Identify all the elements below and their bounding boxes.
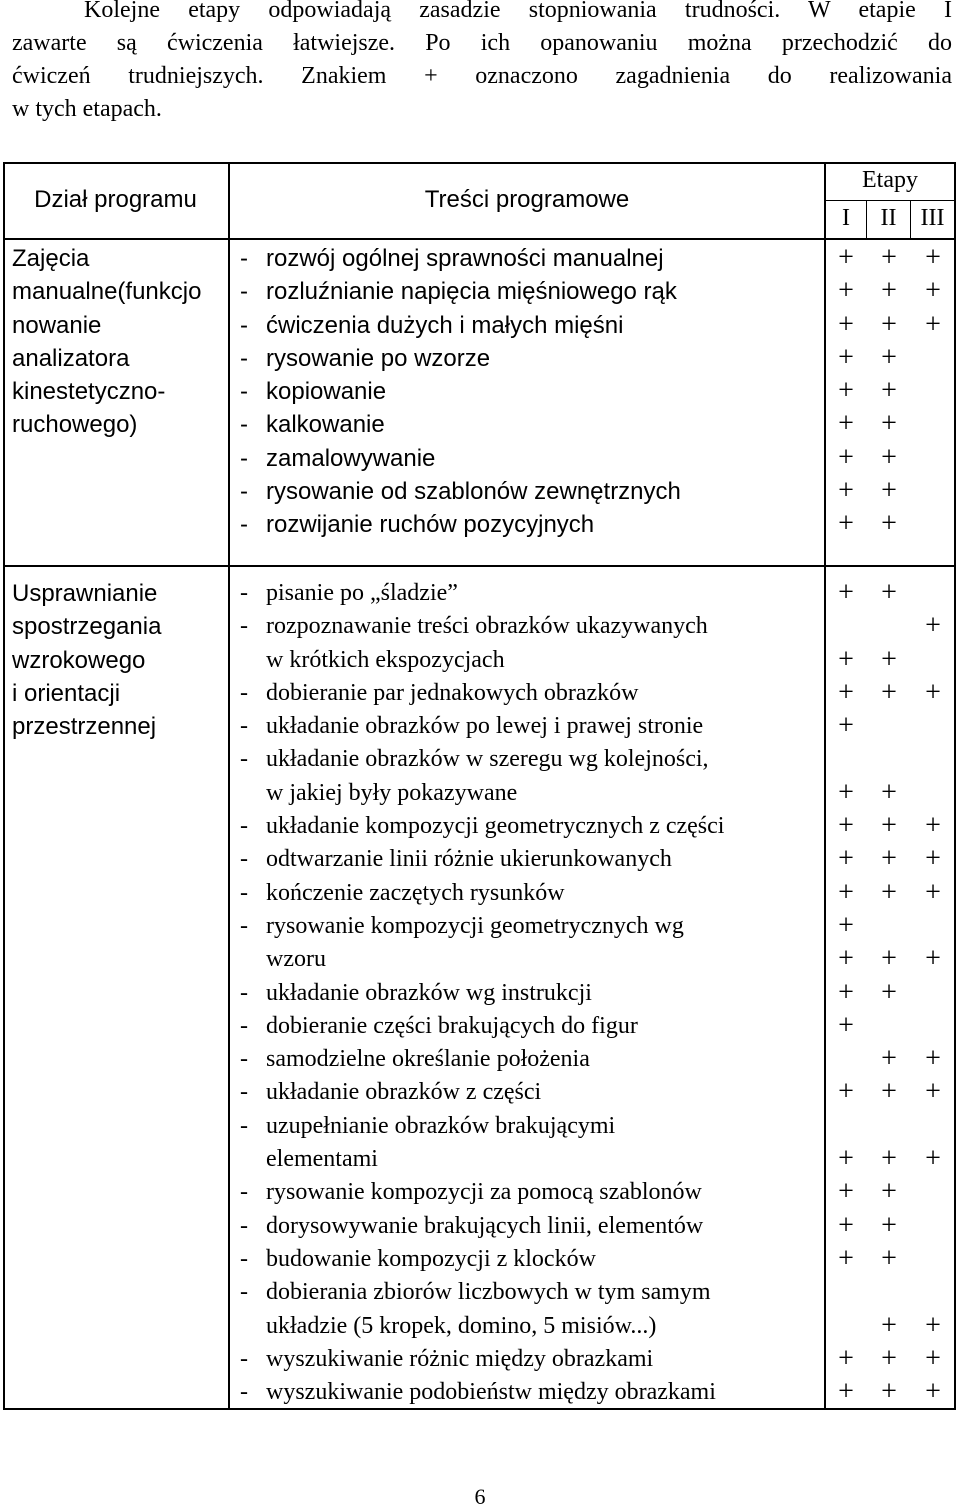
row-dash: -	[240, 613, 248, 640]
content-row	[240, 710, 724, 743]
row-dash	[240, 644, 266, 677]
table-border-right	[954, 162, 956, 1410]
stage-mark-3: +	[925, 1342, 941, 1374]
content-row	[240, 677, 724, 710]
row-text: układzie (5 kropek, domino, 5 misiów...)	[266, 1312, 657, 1339]
stage-mark-1: +	[838, 676, 854, 708]
row-text: układanie kompozycji geometrycznych z części	[266, 813, 725, 840]
stage-mark-2: +	[881, 1176, 897, 1208]
marks-row	[826, 474, 954, 507]
stage-mark-2: +	[881, 308, 897, 340]
row-dash: -	[240, 679, 248, 706]
row-dash: -	[240, 979, 248, 1006]
row-text: rozluźnianie napięcia mięśniowego rąk	[266, 278, 677, 306]
section-content	[240, 242, 681, 542]
content-row	[240, 943, 724, 976]
stage-mark-2: +	[881, 508, 897, 540]
row-text: uzupełnianie obrazków brakującymi	[266, 1112, 616, 1139]
stage-mark-2: +	[881, 475, 897, 507]
content-row	[240, 1243, 724, 1276]
column-divider	[228, 162, 230, 1410]
row-text: samodzielne określanie położenia	[266, 1046, 590, 1073]
table-border-top	[3, 162, 956, 164]
marks-row	[826, 842, 954, 875]
section-title-line: manualne(funkcjo	[12, 278, 202, 306]
stage-mark-1: +	[838, 810, 854, 842]
content-row	[240, 1343, 724, 1376]
stage-mark-2: +	[881, 1143, 897, 1175]
content-row	[240, 644, 724, 677]
marks-row	[826, 1275, 954, 1308]
section-title-line: i orientacji	[12, 679, 121, 707]
content-row	[240, 1276, 724, 1309]
row-dash: -	[240, 444, 248, 472]
section-divider	[3, 565, 956, 567]
content-row	[240, 1110, 724, 1143]
intro-line: ćwiczeń trudniejszych. Znakiem + oznaczono zagadnienia do realizowania	[12, 63, 952, 89]
row-dash: -	[240, 1012, 248, 1039]
stage-mark-1: +	[838, 308, 854, 340]
marks-row	[826, 643, 954, 676]
header-stages: Etapy	[862, 167, 918, 193]
stage-mark-3: +	[925, 308, 941, 340]
section-title-line: Zajęcia	[12, 245, 90, 272]
header-stage-3: III	[920, 205, 945, 231]
stage-mark-3: +	[925, 1376, 941, 1408]
stage-mark-2: +	[881, 1043, 897, 1075]
stage-mark-1: +	[838, 943, 854, 975]
marks-row	[826, 776, 954, 809]
section-title	[12, 577, 161, 743]
content-row	[240, 1043, 724, 1076]
section-title-line: analizatora	[12, 344, 130, 372]
marks-row	[826, 976, 954, 1009]
content-row	[240, 275, 681, 308]
marks-row	[826, 407, 954, 440]
content-row	[240, 877, 724, 910]
row-dash: -	[240, 813, 248, 840]
marks-row	[826, 1175, 954, 1208]
content-row	[240, 1076, 724, 1109]
row-text: w jakiej były pokazywane	[266, 779, 518, 806]
marks-row	[826, 942, 954, 975]
section-title-line: ruchowego)	[12, 411, 138, 439]
row-dash: -	[240, 478, 248, 506]
stage-mark-2: +	[881, 242, 897, 273]
stage-mark-1: +	[838, 843, 854, 875]
content-row	[240, 309, 681, 342]
stage-mark-2: +	[881, 976, 897, 1008]
marks-row	[826, 1309, 954, 1342]
row-text: kończenie zaczętych rysunków	[266, 879, 565, 906]
stage-mark-3: +	[925, 810, 941, 842]
stage-mark-1: +	[838, 242, 854, 273]
row-text: wyszukiwanie różnic między obrazkami	[266, 1345, 654, 1372]
stage-mark-1: +	[838, 1076, 854, 1108]
row-dash: -	[240, 278, 248, 306]
stage-mark-2: +	[881, 776, 897, 808]
stage-mark-2: +	[881, 1376, 897, 1408]
stage-mark-3: +	[925, 1043, 941, 1075]
content-row	[240, 977, 724, 1010]
stage-mark-1: +	[838, 776, 854, 808]
stage-mark-2: +	[881, 375, 897, 407]
section-title-line: wzrokowego	[12, 646, 146, 674]
section-title-line: nowanie	[12, 311, 102, 339]
stage-mark-1: +	[838, 710, 854, 742]
content-row	[240, 408, 681, 441]
row-text: dobieranie par jednakowych obrazków	[266, 679, 639, 706]
row-text: w krótkich ekspozycjach	[266, 646, 505, 673]
section-marks	[826, 576, 954, 1408]
row-text: rysowanie od szablonów zewnętrznych	[266, 478, 681, 506]
marks-row	[826, 1142, 954, 1175]
row-dash: -	[240, 713, 248, 740]
row-dash: -	[240, 1279, 248, 1306]
stage-mark-1: +	[838, 408, 854, 440]
stage-mark-1: +	[838, 508, 854, 540]
row-dash: -	[240, 378, 248, 406]
stage-mark-2: +	[881, 1242, 897, 1274]
stage-mark-1: +	[838, 1009, 854, 1041]
stage-mark-3: +	[925, 1143, 941, 1175]
stage-mark-2: +	[881, 1076, 897, 1108]
row-dash	[240, 777, 266, 810]
section-title-line: przestrzennej	[12, 713, 157, 741]
intro-paragraph	[12, 0, 952, 126]
row-text: pisanie po „śladzie”	[266, 580, 458, 606]
marks-row	[826, 341, 954, 374]
marks-row	[826, 876, 954, 909]
row-text: rysowanie po wzorze	[266, 344, 491, 372]
marks-row	[826, 241, 954, 274]
row-text: kopiowanie	[266, 378, 387, 406]
content-row	[240, 475, 681, 508]
content-row	[240, 242, 681, 275]
stage-mark-3: +	[925, 610, 941, 642]
row-dash: -	[240, 746, 248, 773]
marks-row	[826, 308, 954, 341]
row-text: odtwarzanie linii różnie ukierunkowanych	[266, 846, 672, 873]
stage-mark-1: +	[838, 1376, 854, 1408]
marks-row	[826, 507, 954, 540]
stage-mark-2: +	[881, 843, 897, 875]
row-dash: -	[240, 1345, 248, 1372]
stage-mark-3: +	[925, 275, 941, 307]
header-bottom-border	[3, 238, 956, 240]
row-dash: -	[240, 1179, 248, 1206]
stage-mark-1: +	[838, 1143, 854, 1175]
row-dash: -	[240, 1379, 248, 1406]
stage-mark-1: +	[838, 1209, 854, 1241]
row-text: układanie obrazków z części	[266, 1079, 542, 1106]
table-border-left	[3, 162, 5, 1410]
stage-mark-3: +	[925, 876, 941, 908]
row-text: rozpoznawanie treści obrazków ukazywanych	[266, 613, 708, 640]
stage-mark-1: +	[838, 475, 854, 507]
row-dash: -	[240, 1212, 248, 1239]
stage-mark-1: +	[838, 976, 854, 1008]
row-text: rysowanie kompozycji geometrycznych wg	[266, 912, 684, 939]
marks-row	[826, 1209, 954, 1242]
stage-mark-1: +	[838, 275, 854, 307]
row-dash: -	[240, 580, 248, 606]
content-row	[240, 1143, 724, 1176]
content-row	[240, 1310, 724, 1343]
section-content	[240, 577, 724, 1409]
stage-mark-2: +	[881, 943, 897, 975]
intro-line: zawarte są ćwiczenia łatwiejsze. Po ich opanowaniu można przechodzić do	[12, 30, 952, 56]
stage-mark-3: +	[925, 242, 941, 273]
marks-row	[826, 274, 954, 307]
stage-header-divider	[824, 200, 955, 201]
row-text: dobierania zbiorów liczbowych w tym samym	[266, 1279, 711, 1306]
stage-mark-2: +	[881, 1309, 897, 1341]
marks-row	[826, 1242, 954, 1275]
marks-row	[826, 1342, 954, 1375]
marks-row	[826, 809, 954, 842]
content-row	[240, 442, 681, 475]
stage-mark-2: +	[881, 1342, 897, 1374]
marks-row	[826, 1375, 954, 1408]
section-title-line: kinestetyczno-	[12, 378, 166, 406]
stage-mark-3: +	[925, 1076, 941, 1108]
stage-mark-1: +	[838, 1176, 854, 1208]
section-title	[12, 242, 201, 442]
row-text: kalkowanie	[266, 411, 385, 439]
marks-row	[826, 676, 954, 709]
row-text: wyszukiwanie podobieństw między obrazkami	[266, 1379, 716, 1406]
stage-mark-2: +	[881, 810, 897, 842]
content-row	[240, 1176, 724, 1209]
stage-mark-1: +	[838, 1242, 854, 1274]
stage-mark-2: +	[881, 643, 897, 675]
content-row	[240, 910, 724, 943]
row-text: elementami	[266, 1146, 378, 1173]
row-text: wzoru	[266, 946, 326, 973]
marks-row	[826, 1009, 954, 1042]
content-row	[240, 843, 724, 876]
intro-line: w tych etapach.	[12, 96, 162, 122]
marks-row	[826, 441, 954, 474]
stage-mark-3: +	[925, 1309, 941, 1341]
row-dash	[240, 1143, 266, 1176]
content-row	[240, 1376, 724, 1409]
stage-mark-2: +	[881, 876, 897, 908]
marks-row	[826, 909, 954, 942]
row-dash: -	[240, 1245, 248, 1272]
row-dash: -	[240, 344, 248, 372]
stage-mark-1: +	[838, 876, 854, 908]
header-stage-1: I	[842, 205, 850, 231]
stage-mark-1: +	[838, 909, 854, 941]
section-title-line: Usprawnianie	[12, 580, 158, 607]
row-dash: -	[240, 1046, 248, 1073]
stage-mark-1: +	[838, 577, 854, 608]
stage-mark-1: +	[838, 375, 854, 407]
row-dash: -	[240, 311, 248, 339]
row-dash: -	[240, 1079, 248, 1106]
stage-mark-1: +	[838, 1342, 854, 1374]
marks-row	[826, 709, 954, 742]
stage-mark-2: +	[881, 577, 897, 608]
marks-row	[826, 576, 954, 609]
marks-row	[826, 1109, 954, 1142]
row-dash: -	[240, 511, 248, 539]
content-row	[240, 1210, 724, 1243]
stage-mark-2: +	[881, 441, 897, 473]
content-row	[240, 777, 724, 810]
stage-mark-1: +	[838, 441, 854, 473]
stage-mark-2: +	[881, 341, 897, 373]
content-row	[240, 810, 724, 843]
content-row	[240, 743, 724, 776]
content-row	[240, 342, 681, 375]
stage-mark-2: +	[881, 275, 897, 307]
marks-row	[826, 1042, 954, 1075]
stage-mark-2: +	[881, 1209, 897, 1241]
row-dash: -	[240, 411, 248, 439]
header-stage-2: II	[880, 205, 897, 231]
row-text: układanie obrazków w szeregu wg kolejności,	[266, 746, 709, 773]
row-text: zamalowywanie	[266, 444, 436, 472]
stage-mark-2: +	[881, 676, 897, 708]
content-row	[240, 508, 681, 541]
row-dash: -	[240, 879, 248, 906]
content-row	[240, 1010, 724, 1043]
row-dash: -	[240, 912, 248, 939]
page-number: 6	[474, 1484, 486, 1509]
stage-mark-1: +	[838, 643, 854, 675]
row-dash	[240, 943, 266, 976]
row-dash: -	[240, 1112, 248, 1139]
header-section: Dział programu	[34, 186, 197, 213]
row-text: dorysowywanie brakujących linii, elementów	[266, 1212, 704, 1239]
header-content: Treści programowe	[424, 186, 630, 213]
row-text: układanie obrazków po lewej i prawej stronie	[266, 713, 704, 740]
row-text: rysowanie kompozycji za pomocą szablonów	[266, 1179, 702, 1206]
row-text: układanie obrazków wg instrukcji	[266, 979, 592, 1006]
section-marks	[826, 241, 954, 541]
marks-row	[826, 609, 954, 642]
content-row	[240, 577, 724, 610]
row-text: ćwiczenia dużych i małych mięśni	[266, 311, 624, 339]
marks-row	[826, 742, 954, 775]
content-row	[240, 375, 681, 408]
section-title-line: spostrzegania	[12, 613, 162, 641]
intro-line: Kolejne etapy odpowiadają zasadzie stopniowania trudności. W etapie I	[84, 0, 952, 23]
row-text: dobieranie części brakujących do figur	[266, 1012, 638, 1039]
row-dash	[240, 1310, 266, 1343]
stage-mark-3: +	[925, 843, 941, 875]
stage-mark-2: +	[881, 408, 897, 440]
content-row	[240, 610, 724, 643]
row-text: rozwój ogólnej sprawności manualnej	[266, 245, 664, 272]
stage-mark-1: +	[838, 341, 854, 373]
row-text: rozwijanie ruchów pozycyjnych	[266, 511, 595, 539]
row-dash: -	[240, 846, 248, 873]
row-dash: -	[240, 245, 248, 272]
stage-mark-3: +	[925, 676, 941, 708]
marks-row	[826, 1075, 954, 1108]
row-text: budowanie kompozycji z klocków	[266, 1245, 596, 1272]
stage-mark-3: +	[925, 943, 941, 975]
marks-row	[826, 374, 954, 407]
